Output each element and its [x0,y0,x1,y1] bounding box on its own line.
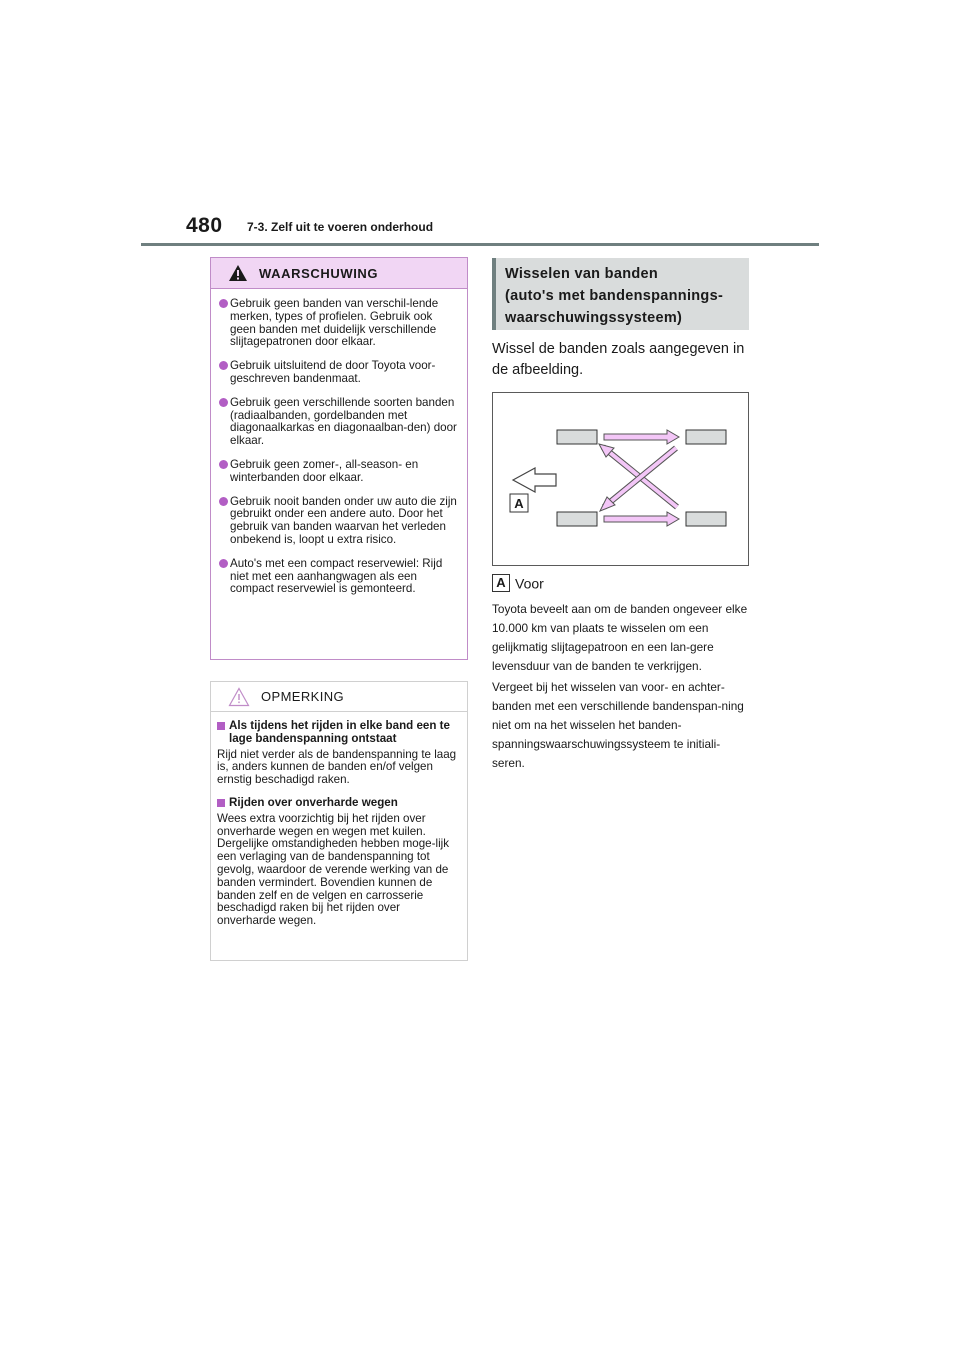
legend-label: Voor [515,575,544,592]
warning-item-text: Gebruik nooit banden onder uw auto die zijn gebruikt onder een andere auto. Door het gebruik van banden waarvan het verleden onbekend is, loopt u extra risico. [230,494,457,546]
tire-rear-right [686,512,726,526]
warning-item [219,558,457,596]
section-title: 7-3. Zelf uit te voeren onderhoud [247,220,434,234]
legend-key: A [492,574,510,592]
bullet-icon [219,460,228,469]
tire-front-right [686,430,726,444]
note-text: Rijd niet verder als de bandenspanning te laag is, anders kunnen de banden en/of velgen ernstig beschadigd raken. [217,747,457,787]
bullet-icon [219,361,228,370]
square-bullet-icon [217,722,225,730]
bullet-icon [219,497,228,506]
paragraph-rotation-interval: Toyota beveelt aan om de banden ongeveer elke 10.000 km van plaats te wisselen om een gelijkmatig slijtagepatroon en een lan-gere levensduur van de banden te verkrijgen. [492,602,748,673]
warning-item [219,459,457,485]
warning-item-text: Gebruik geen zomer-, all-season- en winterbanden door elkaar. [230,457,419,484]
intro-text: Wissel de banden zoals aangegeven in de afbeelding. [492,341,745,378]
paragraph-tpms-reset: Vergeet bij het wisselen van voor- en achter-banden met een verschillende bandenspan-ning niet om na het wisselen het banden-spanningswaarschuwingssysteem te initiali-seren. [492,680,744,770]
warning-item-text: Gebruik uitsluitend de door Toyota voor-geschreven bandenmaat. [230,359,436,385]
front-direction-arrow [513,468,556,492]
warning-item-text: Gebruik geen banden van verschil-lende merken, types of profielen. Gebruik ook geen banden met duidelijk verschillende slijtagepatronen door elkaar. [230,297,439,349]
note-title: OPMERKING [261,689,345,704]
heading-line: Wisselen van banden [505,266,659,282]
tire-rear-left [557,512,597,526]
note-body [211,712,467,928]
warning-item-text: Auto's met een compact reservewiel: Rijd niet met een aanhangwagen als een compact reservewiel is gemonteerd. [230,556,443,596]
arrow-front-left-to-right [604,430,679,444]
warning-icon [228,264,248,282]
warning-item [219,360,457,386]
warning-header [211,258,467,289]
bullet-icon [219,299,228,308]
warning-item [219,397,457,448]
note-subheading: Rijden over onverharde wegen [217,797,461,810]
label-a: A [514,496,524,511]
tire-front-left [557,430,597,444]
heading-line: waarschuwingssysteem) [505,310,683,326]
note-header [211,682,467,712]
square-bullet-icon [217,799,225,807]
rotation-svg [493,393,748,565]
bullet-icon [219,398,228,407]
header-rule [141,243,819,246]
warning-title: WAARSCHUWING [259,266,379,281]
section-heading [492,258,749,330]
note-subheading: Als tijdens het rijden in elke band een te lage bandenspanning ontstaat [217,720,461,746]
note-text: Wees extra voorzichtig bij het rijden over onverharde wegen en wegen met kuilen. Dergelijke omstandigheden hebben moge-lijk een verlaging van de bandenspanning tot gevolg, waardoor de verende werking van de banden vermindert. Bovendien kunnen de banden zelf en de velgen en carrosserie beschadigd raken bij het rijden over onverharde wegen. [217,811,450,928]
warning-list [211,289,467,596]
caution-outline-icon [228,687,250,707]
warning-box [210,257,468,660]
warning-item [219,298,457,349]
bullet-icon [219,559,228,568]
tire-rotation-diagram [492,392,749,566]
heading-line: (auto's met bandenspannings- [505,288,724,304]
legend [492,574,544,592]
note-box [210,681,468,961]
arrow-rear-left-to-right [604,512,679,526]
warning-item [219,496,457,547]
warning-item-text: Gebruik geen verschillende soorten banden (radiaalbanden, gordelbanden met diagonaalkarkas en diagonaalban-den) door elkaar. [230,395,457,448]
page-number: 480 [186,214,223,237]
